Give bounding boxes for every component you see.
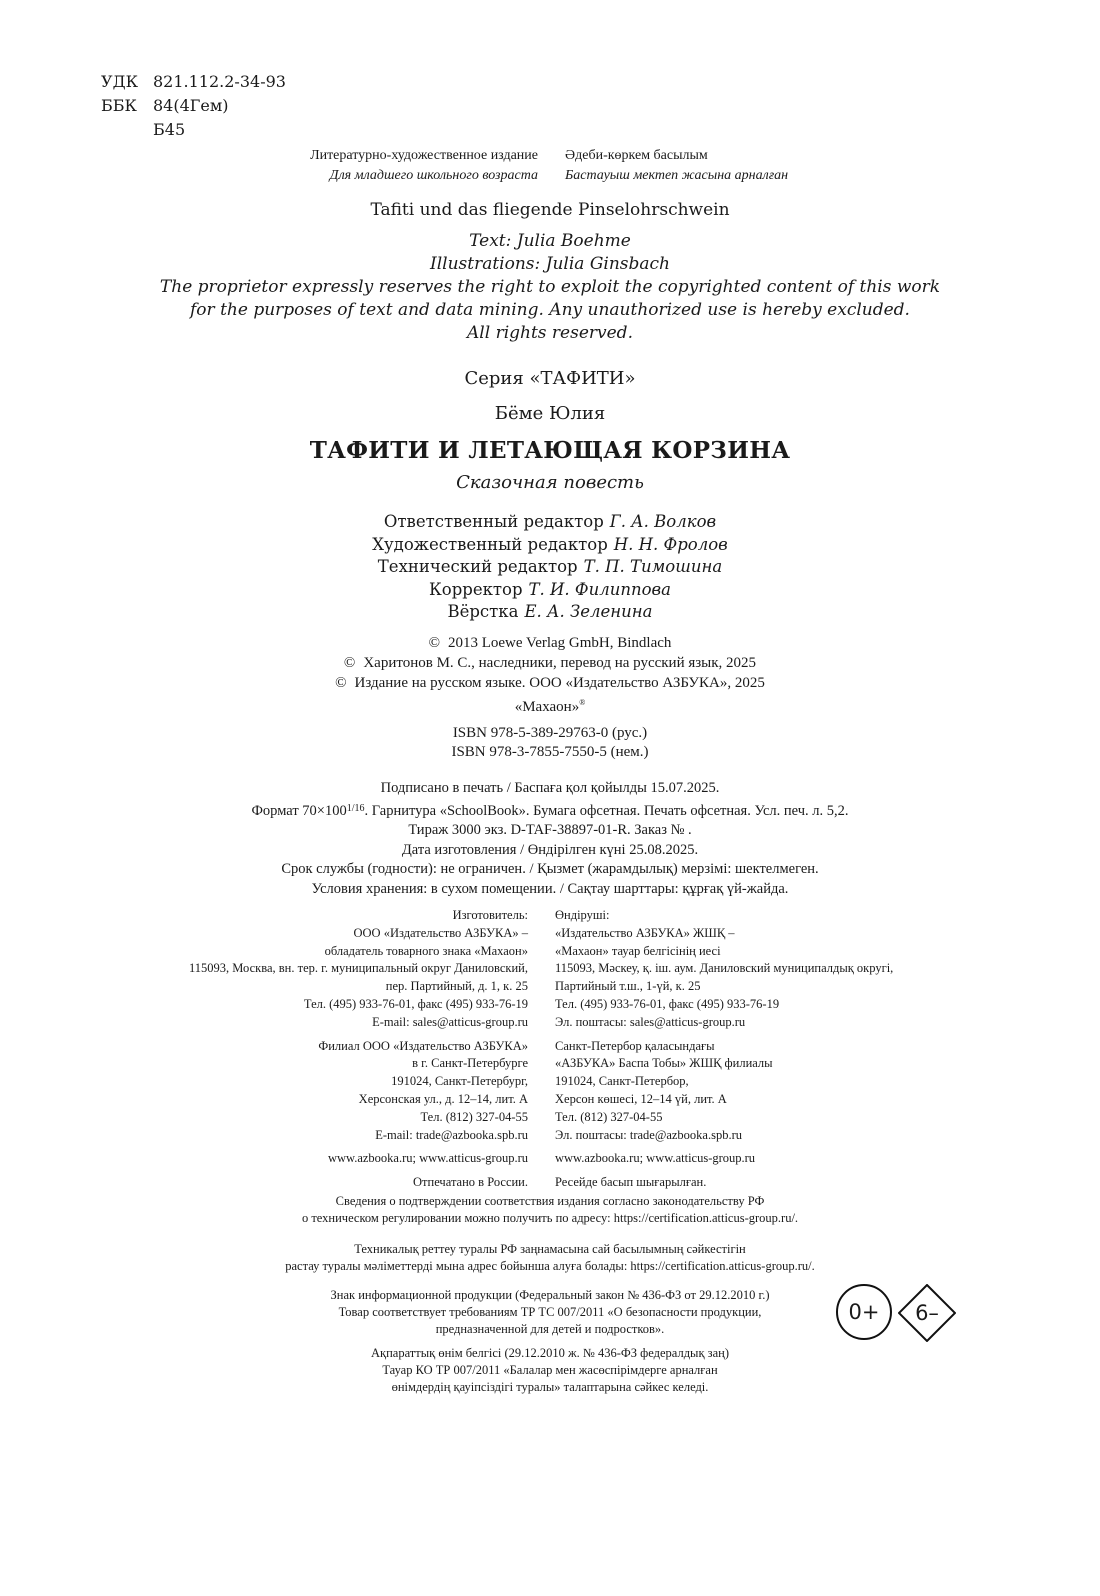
rights-line: The proprietor expressly reserves the right to exploit the copyrighted content of this work	[159, 277, 941, 297]
age-badge-diamond-label: 6–	[915, 1301, 939, 1325]
contact-line: Партийный т.ш., 1-үй, к. 25	[555, 979, 701, 994]
contact-line: «Издательство АЗБУКА» ЖШҚ –	[555, 925, 735, 940]
info-line: Ақпараттық өнім белгісі (29.12.2010 ж. № 436-ФЗ федералдық заң)	[371, 1346, 729, 1360]
staff-role: Ответственный редактор	[383, 512, 604, 531]
genre-type-kz: Әдеби-көркем басылым	[565, 148, 708, 163]
contact-line: «АЗБУКА» Баспа Тобы» ЖШҚ филиалы	[555, 1056, 773, 1071]
bbk-row	[101, 94, 286, 118]
classification-block	[101, 70, 286, 142]
info-sign-kz	[0, 1345, 1100, 1396]
staff-role: Технический редактор	[377, 557, 578, 576]
copyright-text: 2013 Loewe Verlag GmbH, Bindlach	[447, 635, 672, 651]
email-link[interactable]: Эл. поштасы: trade@azbooka.spb.ru	[555, 1127, 743, 1142]
staff-name: Н. Н. Фролов	[613, 534, 728, 554]
genre-ru	[138, 146, 538, 186]
contact-line: 191024, Санкт-Петербург,	[391, 1074, 528, 1089]
cert-line[interactable]: растау туралы мәліметтерді мына адрес бойынша алуға болады: https://certification.atticus-group.ru/.	[285, 1259, 815, 1273]
copyright-icon: ©	[428, 635, 440, 651]
contact-line: Тел. (495) 933-76-01, факс (495) 933-76-19	[303, 996, 528, 1011]
registered-icon: ®	[579, 698, 586, 707]
contact-line: Санкт-Петербор қаласындағы	[555, 1038, 715, 1053]
isbn-de: ISBN 978-3-7855-7550-5 (нем.)	[451, 744, 649, 760]
printed-in: Отпечатано в России.	[413, 1175, 528, 1190]
staff-name: Т. И. Филиппова	[528, 579, 671, 599]
trademark-line	[0, 693, 1100, 717]
genre-age-ru: Для младшего школьного возраста	[329, 168, 538, 183]
isbn-ru: ISBN 978-5-389-29763-0 (рус.)	[452, 725, 648, 741]
contact-line: Тел. (812) 327-04-55	[555, 1109, 663, 1124]
genre-age-kz: Бастауыш мектеп жасына арналған	[565, 168, 789, 183]
info-line: предназначенной для детей и подростков».	[435, 1322, 665, 1336]
staff-row	[0, 601, 1100, 624]
staff-row	[0, 556, 1100, 579]
copyright-block	[0, 633, 1100, 717]
staff-name: Г. А. Волков	[609, 512, 717, 531]
info-line: Тауар КО ТР 007/2011 «Балалар мен жасөспірімдерге арналған	[382, 1363, 718, 1377]
staff-role: Корректор	[429, 579, 523, 599]
format-fraction: 1/16	[346, 802, 365, 814]
manufacturer-kz	[555, 907, 893, 1192]
udk-row	[101, 70, 286, 94]
trademark: «Махаон»	[514, 699, 580, 715]
copyright-line	[0, 673, 1100, 693]
manufacturer-ru	[189, 907, 528, 1192]
printed-in: Ресейде басып шығарылған.	[555, 1175, 707, 1190]
contact-line: Тел. (495) 933-76-01, факс (495) 933-76-19	[555, 996, 780, 1011]
book-subtitle: Сказочная повесть	[456, 472, 644, 493]
staff-role: Художественный редактор	[372, 534, 608, 554]
info-line: Знак информационной продукции (Федеральный закон № 436-ФЗ от 29.12.2010 г.)	[330, 1288, 770, 1302]
original-title: Tafiti und das fliegende Pinselohrschwein	[370, 200, 730, 220]
copyright-line	[0, 633, 1100, 653]
cert-line: Техникалық реттеу туралы РФ заңнамасына сай басылымның сәйкестігін	[354, 1242, 746, 1256]
info-line: өнімдердің қауіпсіздігі туралы» талаптарына сәйкес келеді.	[391, 1380, 709, 1394]
contact-line: Херсон көшесі, 12–14 үй, лит. А	[555, 1091, 727, 1106]
contact-line: 115093, Мәскеу, қ. іш. аум. Даниловский муниципалдық округі,	[555, 961, 894, 976]
website-links[interactable]: www.azbooka.ru; www.atticus-group.ru	[555, 1151, 756, 1166]
illustrations-credit: Illustrations: Julia Ginsbach	[429, 254, 671, 274]
email-link[interactable]: E-mail: trade@azbooka.spb.ru	[375, 1127, 528, 1142]
contact-line: в г. Санкт-Петербурге	[412, 1056, 528, 1071]
contact-line: «Махаон» тауар белгісінің иесі	[555, 943, 721, 958]
contact-line: Тел. (812) 327-04-55	[420, 1109, 528, 1124]
age-rating-badges	[836, 1284, 966, 1342]
bbk-label: ББК	[101, 96, 137, 115]
contact-line: ООО «Издательство АЗБУКА» –	[353, 925, 528, 940]
udk-label: УДК	[101, 72, 138, 91]
contact-line: 115093, Москва, вн. тер. г. муниципальный округ Даниловский,	[188, 961, 528, 976]
signed-to-print: Подписано в печать / Баспаға қол қойылды 15.07.2025.	[380, 780, 720, 796]
cert-line[interactable]: о техническом регулировании можно получить по адресу: https://certification.atticus-group.ru/.	[301, 1211, 799, 1225]
info-line: Товар соответствует требованиям ТР ТС 007/2011 «О безопасности продукции,	[338, 1305, 762, 1319]
book-title: ТАФИТИ И ЛЕТАЮЩАЯ КОРЗИНА	[309, 437, 791, 464]
staff-row	[0, 579, 1100, 602]
spacer	[101, 118, 153, 142]
bbk-value: 84(4Гем)	[153, 96, 229, 115]
book-author: Бёме Юлия	[494, 403, 606, 424]
contact-line: Изготовитель:	[452, 908, 528, 922]
contact-line: 191024, Санкт-Петербор,	[555, 1074, 689, 1089]
format-line	[0, 799, 1100, 822]
series-name: Серия «ТАФИТИ»	[464, 368, 636, 389]
udk-value: 821.112.2-34-93	[153, 72, 286, 91]
author-mark-row	[101, 118, 286, 142]
contact-line: пер. Партийный, д. 1, к. 25	[385, 979, 528, 994]
author-mark: Б45	[153, 120, 186, 139]
shelf-life: Срок службы (годности): не ограничен. / Қызмет (жарамдылық) мерзімі: шектелмеген.	[281, 861, 819, 877]
staff-list	[0, 511, 1100, 624]
email-link[interactable]: E-mail: sales@atticus-group.ru	[372, 1014, 528, 1029]
format-prefix: Формат 70×100	[251, 802, 347, 819]
contact-line: обладатель товарного знака «Махаон»	[324, 943, 528, 958]
copyright-line	[0, 653, 1100, 673]
staff-row	[0, 511, 1100, 534]
genre-type-ru: Литературно-художественное издание	[310, 148, 538, 163]
contact-line: Өндіруші:	[555, 908, 610, 922]
text-credit: Text: Julia Boehme	[469, 231, 631, 251]
copyright-icon: ©	[335, 675, 347, 691]
age-badge-diamond-icon	[898, 1284, 956, 1342]
contact-line: Филиал ООО «Издательство АЗБУКА»	[318, 1038, 528, 1053]
staff-role: Вёрстка	[447, 602, 519, 621]
age-badge-circle-icon: 0+	[836, 1284, 892, 1340]
cert-line: Сведения о подтверждении соответствия издания согласно законодательству РФ	[335, 1194, 765, 1208]
contact-line: Херсонская ул., д. 12–14, лит. А	[358, 1091, 528, 1106]
genre-kz	[565, 146, 965, 186]
copyright-text: Издание на русском языке. ООО «Издательство АЗБУКА», 2025	[354, 675, 765, 691]
original-credits	[0, 230, 1100, 345]
rights-line: All rights reserved.	[467, 323, 633, 343]
staff-name: Е. А. Зеленина	[524, 602, 653, 621]
certification-kz	[0, 1241, 1100, 1275]
format-rest: . Гарнитура «SchoolBook». Бумага офсетная. Печать офсетная. Усл. печ. л. 5,2.	[364, 802, 849, 819]
email-link[interactable]: Эл. поштасы: sales@atticus-group.ru	[555, 1014, 746, 1029]
rights-line: for the purposes of text and data mining. Any unauthorized use is hereby excluded.	[190, 300, 910, 320]
storage-conditions: Условия хранения: в сухом помещении. / Сақтау шарттары: құрғақ үй-жайда.	[311, 880, 789, 897]
copyright-text: Харитонов М. С., наследники, перевод на русский язык, 2025	[363, 655, 757, 671]
print-run: Тираж 3000 экз. D-TAF-38897-01-R. Заказ № .	[408, 822, 692, 838]
website-links[interactable]: www.azbooka.ru; www.atticus-group.ru	[327, 1151, 528, 1166]
production-data	[0, 779, 1100, 899]
staff-row	[0, 534, 1100, 557]
isbn-block	[0, 724, 1100, 762]
copyright-icon: ©	[343, 655, 356, 671]
staff-name: Т. П. Тимошина	[583, 557, 723, 576]
manufacture-date: Дата изготовления / Өндірілген күні 25.08.2025.	[401, 841, 699, 858]
certification-ru	[0, 1193, 1100, 1227]
